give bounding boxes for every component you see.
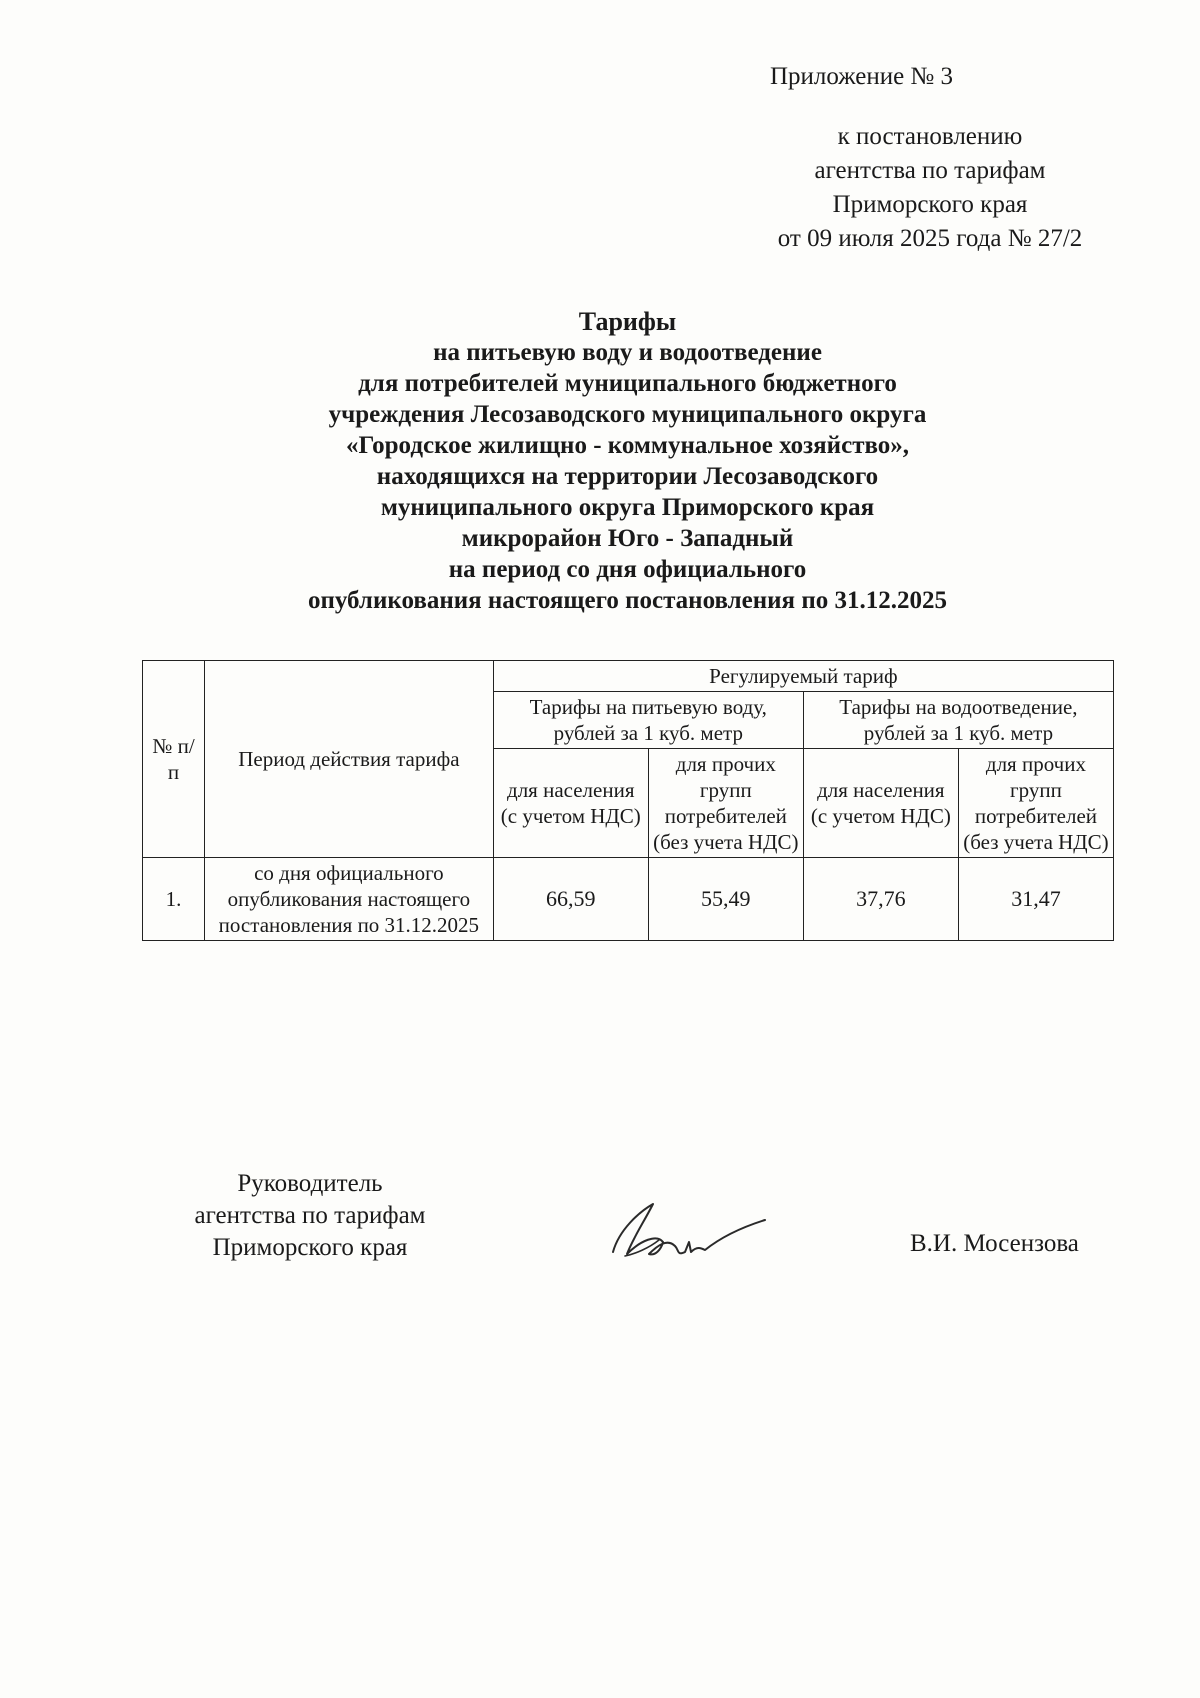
signatory-name: В.И. Мосензова bbox=[910, 1230, 1079, 1257]
value-water-population: 66,59 bbox=[493, 858, 648, 941]
title-line: на период со дня официального bbox=[448, 556, 807, 583]
title-line: находящихся на территории Лесозаводского bbox=[376, 463, 879, 490]
position-line: Руководитель bbox=[237, 1170, 383, 1197]
header-sewage-population: для населения (с учетом НДС) bbox=[803, 749, 958, 858]
title-line: муниципального округа Приморского края bbox=[380, 494, 875, 521]
document-title bbox=[140, 306, 1115, 616]
header-water-others: для прочих групп потребителей (без учета НДС) bbox=[648, 749, 803, 858]
position-line: агентства по тарифам bbox=[194, 1202, 426, 1229]
title-line: на питьевую воду и водоотведение bbox=[433, 339, 822, 366]
table-header-row bbox=[143, 661, 1114, 692]
header-water-group: Тарифы на питьевую воду, рублей за 1 куб. метр bbox=[493, 692, 803, 749]
handwritten-signature bbox=[605, 1190, 770, 1270]
value-water-others: 55,49 bbox=[648, 858, 803, 941]
appendix-reference bbox=[740, 120, 1120, 256]
header-num: № п/п bbox=[143, 661, 205, 858]
title-line: учреждения Лесозаводского муниципального округа bbox=[328, 401, 927, 428]
value-sewage-population: 37,76 bbox=[803, 858, 958, 941]
tariff-table bbox=[142, 660, 1114, 941]
appendix-line: агентства по тарифам bbox=[814, 157, 1046, 184]
row-num: 1. bbox=[143, 858, 205, 941]
title-line: для потребителей муниципального бюджетного bbox=[358, 370, 897, 397]
appendix-number: Приложение № 3 bbox=[770, 63, 954, 90]
header-water-population: для населения (с учетом НДС) bbox=[493, 749, 648, 858]
header-regulated-tariff: Регулируемый тариф bbox=[493, 661, 1113, 692]
title-line: микрорайон Юго - Западный bbox=[461, 525, 794, 552]
signatory-position bbox=[170, 1168, 450, 1264]
appendix-header bbox=[740, 60, 1120, 256]
header-sewage-group: Тарифы на водоотведение, рублей за 1 куб. метр bbox=[803, 692, 1113, 749]
table-row bbox=[143, 858, 1114, 941]
header-sewage-others: для прочих групп потребителей (без учета НДС) bbox=[958, 749, 1113, 858]
appendix-line: Приморского края bbox=[832, 191, 1028, 218]
title-main: Тарифы bbox=[578, 307, 677, 336]
appendix-line: от 09 июля 2025 года № 27/2 bbox=[777, 225, 1083, 252]
appendix-line: к постановлению bbox=[837, 123, 1023, 150]
value-sewage-others: 31,47 bbox=[958, 858, 1113, 941]
position-line: Приморского края bbox=[212, 1234, 408, 1261]
header-period: Период действия тарифа bbox=[205, 661, 494, 858]
row-period: со дня официального опубликования настоящего постановления по 31.12.2025 bbox=[205, 858, 494, 941]
title-line: опубликования настоящего постановления по 31.12.2025 bbox=[307, 587, 947, 614]
title-line: «Городское жилищно - коммунальное хозяйство», bbox=[345, 432, 910, 459]
